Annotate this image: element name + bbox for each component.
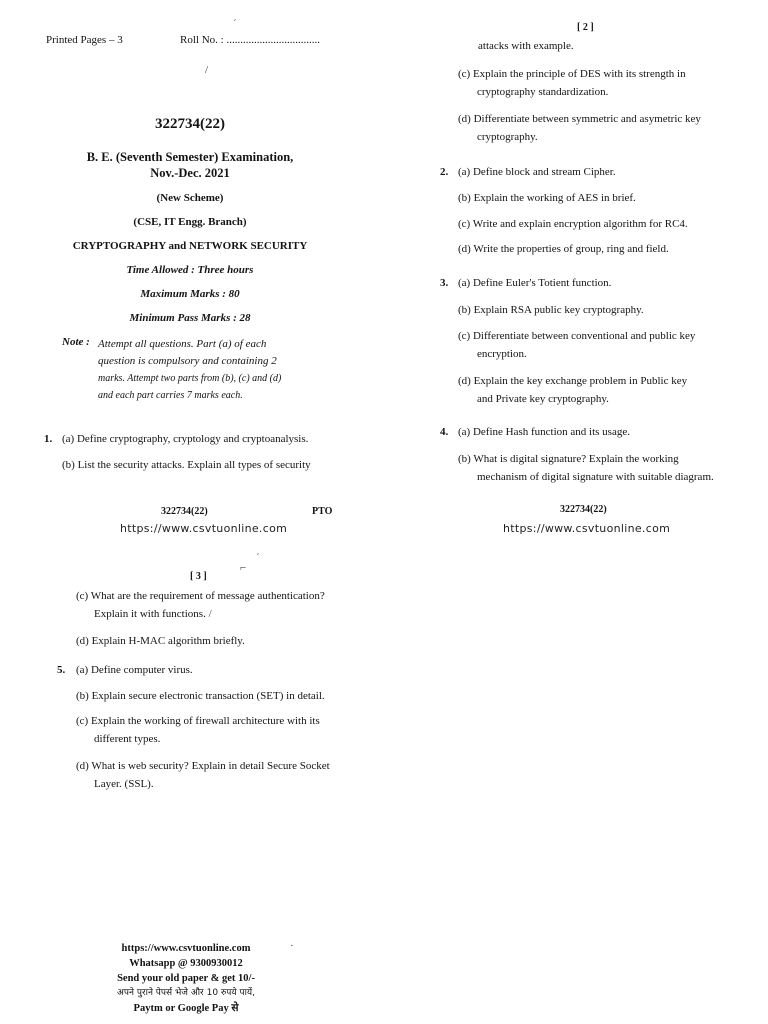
stray-mark: ⌐ bbox=[240, 562, 247, 574]
page-number: [ 2 ] bbox=[577, 22, 594, 33]
question-5b: (b) Explain secure electronic transaction (SET) in detail. bbox=[76, 690, 325, 702]
promo-send: Send your old paper & get 10/- bbox=[117, 973, 255, 984]
note-text bbox=[98, 336, 338, 404]
question-3b: (b) Explain RSA public key cryptography. bbox=[458, 304, 644, 316]
question-1b-continued: attacks with example. bbox=[478, 40, 574, 52]
question-3c bbox=[458, 327, 695, 363]
question-line: and Private key cryptography. bbox=[477, 393, 609, 405]
question-5d bbox=[76, 757, 330, 793]
question-2b: (b) Explain the working of AES in brief. bbox=[458, 192, 636, 204]
question-4a: (a) Define Hash function and its usage. bbox=[458, 426, 630, 438]
roll-number-field: Roll No. : .................................. bbox=[180, 34, 320, 46]
question-line: different types. bbox=[94, 733, 161, 745]
promo-url: https://www.csvtuonline.com bbox=[121, 943, 251, 954]
question-line: (d) Explain the key exchange problem in Public key bbox=[458, 375, 688, 387]
question-line: cryptography standardization. bbox=[477, 86, 609, 98]
question-4d: (d) Explain H-MAC algorithm briefly. bbox=[76, 635, 245, 647]
question-number: 3. bbox=[440, 277, 449, 289]
question-line: (c) Explain the principle of DES with its strength in bbox=[458, 68, 686, 80]
promo-hindi: अपने पुराने पेपर्स भेजे और 10 रुपये पायें, bbox=[116, 988, 256, 998]
question-line: Explain it with functions. / bbox=[94, 608, 212, 620]
paper-code: 322734(22) bbox=[155, 116, 225, 132]
question-2d: (d) Write the properties of group, ring and field. bbox=[458, 243, 669, 255]
stray-mark: ˊ bbox=[256, 552, 260, 564]
question-1d bbox=[458, 110, 701, 146]
question-2a: (a) Define block and stream Cipher. bbox=[458, 166, 616, 178]
question-3a: (a) Define Euler's Totient function. bbox=[458, 277, 612, 289]
question-line: (d) Differentiate between symmetric and asymetric key bbox=[458, 113, 701, 125]
question-line: (c) Differentiate between conventional and public key bbox=[458, 330, 696, 342]
question-5a: (a) Define computer virus. bbox=[76, 664, 193, 676]
footer-pto: PTO bbox=[312, 506, 333, 517]
exam-session: Nov.-Dec. 2021 bbox=[150, 166, 230, 180]
subject: CRYPTOGRAPHY and NETWORK SECURITY bbox=[72, 240, 308, 252]
question-line: cryptography. bbox=[477, 131, 538, 143]
question-number: 4. bbox=[440, 426, 449, 438]
branch: (CSE, IT Engg. Branch) bbox=[133, 216, 247, 228]
promo-block bbox=[96, 941, 276, 1016]
question-4b bbox=[458, 450, 714, 486]
footer-url: https://www.csvtuonline.com bbox=[503, 522, 671, 535]
footer-url: https://www.csvtuonline.com bbox=[120, 522, 288, 535]
question-line: (b) What is digital signature? Explain the working bbox=[458, 453, 679, 465]
question-number: 1. bbox=[44, 433, 53, 445]
note-line: marks. Attempt two parts from (b), (c) and (d) bbox=[98, 373, 282, 384]
question-4c bbox=[76, 587, 325, 623]
page-number: [ 3 ] bbox=[190, 571, 207, 582]
stray-mark: · bbox=[290, 940, 294, 952]
question-line: Layer. (SSL). bbox=[94, 778, 154, 790]
note-label: Note : bbox=[62, 336, 90, 348]
question-1c bbox=[458, 65, 686, 101]
footer-code: 322734(22) bbox=[161, 506, 208, 517]
question-3d bbox=[458, 372, 687, 408]
footer-code: 322734(22) bbox=[560, 504, 607, 515]
stray-mark: ˊ bbox=[233, 18, 237, 30]
question-line: (d) What is web security? Explain in detail Secure Socket bbox=[76, 760, 330, 772]
question-number: 5. bbox=[57, 664, 66, 676]
question-5c bbox=[76, 712, 320, 748]
question-number: 2. bbox=[440, 166, 449, 178]
promo-whatsapp: Whatsapp @ 9300930012 bbox=[129, 958, 243, 969]
question-line: mechanism of digital signature with suitable diagram. bbox=[477, 471, 714, 483]
maximum-marks: Maximum Marks : 80 bbox=[140, 288, 240, 300]
question-line: encryption. bbox=[477, 348, 527, 360]
question-2c: (c) Write and explain encryption algorithm for RC4. bbox=[458, 218, 688, 230]
printed-pages: Printed Pages – 3 bbox=[46, 34, 123, 46]
question-1b: (b) List the security attacks. Explain all types of security bbox=[62, 459, 311, 471]
question-line: (c) What are the requirement of message authentication? bbox=[76, 590, 325, 602]
question-1a: (a) Define cryptography, cryptology and cryptoanalysis. bbox=[62, 433, 309, 445]
exam-title: B. E. (Seventh Semester) Examination, bbox=[86, 150, 294, 164]
note-line: and each part carries 7 marks each. bbox=[98, 390, 243, 401]
scheme: (New Scheme) bbox=[156, 192, 224, 204]
question-line: (c) Explain the working of firewall architecture with its bbox=[76, 715, 320, 727]
minimum-pass-marks: Minimum Pass Marks : 28 bbox=[129, 312, 251, 324]
stray-mark: / bbox=[205, 64, 209, 76]
note-line: Attempt all questions. Part (a) of each bbox=[98, 338, 267, 350]
time-allowed: Time Allowed : Three hours bbox=[126, 264, 254, 276]
promo-payment: Paytm or Google Pay से bbox=[133, 1003, 239, 1014]
stray-mark: / bbox=[208, 608, 212, 620]
note-line: question is compulsory and containing 2 bbox=[98, 355, 277, 367]
